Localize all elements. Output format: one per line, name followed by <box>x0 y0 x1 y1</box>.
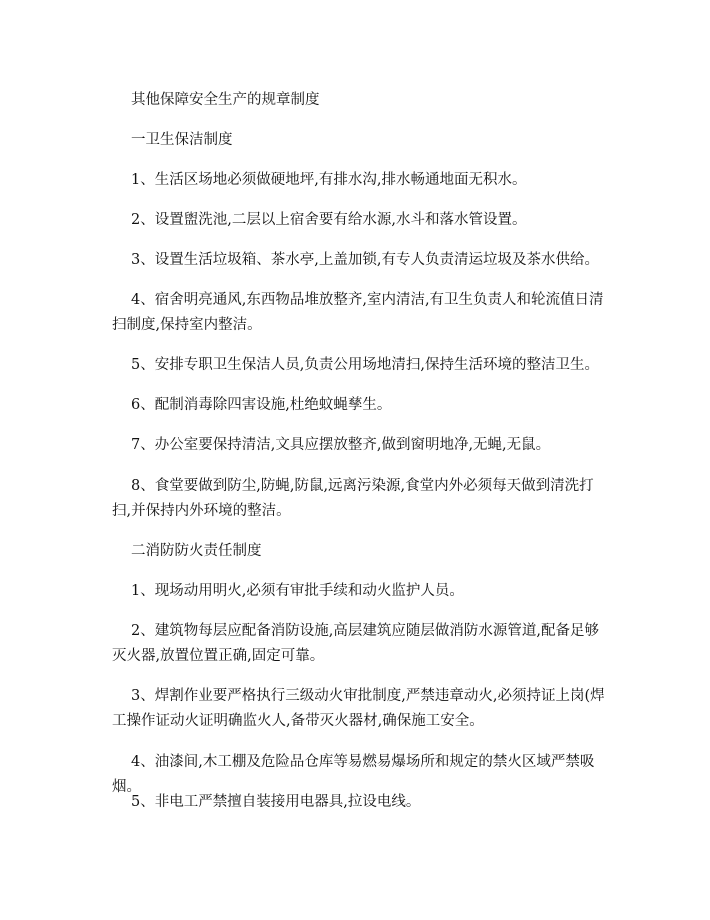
document-title: 其他保障安全生产的规章制度 <box>131 92 320 108</box>
section-heading-sanitation: 一卫生保洁制度 <box>131 132 233 148</box>
sanitation-item-7: 7、办公室要保持清洁,文具应摆放整齐,做到窗明地净,无蝇,无鼠。 <box>131 437 551 453</box>
sanitation-item-3: 3、设置生活垃圾箱、茶水亭,上盖加锁,有专人负责清运垃圾及茶水供给。 <box>131 252 599 268</box>
sanitation-item-8: 8、食堂要做到防尘,防蝇,防鼠,远离污染源,食堂内外必须每天做到清洗打扫,并保持内外环境的整洁。 <box>112 478 594 519</box>
fire-item-4: 4、油漆间,木工棚及危险品仓库等易燃易爆场所和规定的禁火区域严禁吸烟。 <box>112 754 595 795</box>
section-heading-fire-safety: 二消防防火责任制度 <box>131 543 262 559</box>
sanitation-item-5: 5、安排专职卫生保洁人员,负责公用场地清扫,保持生活环境的整洁卫生。 <box>131 357 599 373</box>
fire-item-3: 3、焊割作业要严格执行三级动火审批制度,严禁违章动火,必须持证上岗(焊工操作证动火证明确监火人,备带灭火器材,确保施工安全。 <box>112 688 605 729</box>
fire-item-2: 2、建筑物每层应配备消防设施,高层建筑应随层做消防水源管道,配备足够灭火器,放置位置正确,固定可靠。 <box>112 623 599 664</box>
fire-item-1: 1、现场动用明火,必须有审批手续和动火监护人员。 <box>131 583 464 599</box>
sanitation-item-4: 4、宿舍明亮通风,东西物品堆放整齐,室内清洁,有卫生负责人和轮流值日清扫制度,保持室内整洁。 <box>112 292 604 333</box>
sanitation-item-1: 1、生活区场地必须做硬地坪,有排水沟,排水畅通地面无积水。 <box>131 172 527 188</box>
fire-item-5: 5、非电工严禁擅自装接用电器具,拉设电线。 <box>131 794 421 810</box>
sanitation-item-6: 6、配制消毒除四害设施,杜绝蚊蝇孳生。 <box>131 397 392 413</box>
sanitation-item-2: 2、设置盥洗池,二层以上宿舍要有给水源,水斗和落水管设置。 <box>131 212 527 228</box>
